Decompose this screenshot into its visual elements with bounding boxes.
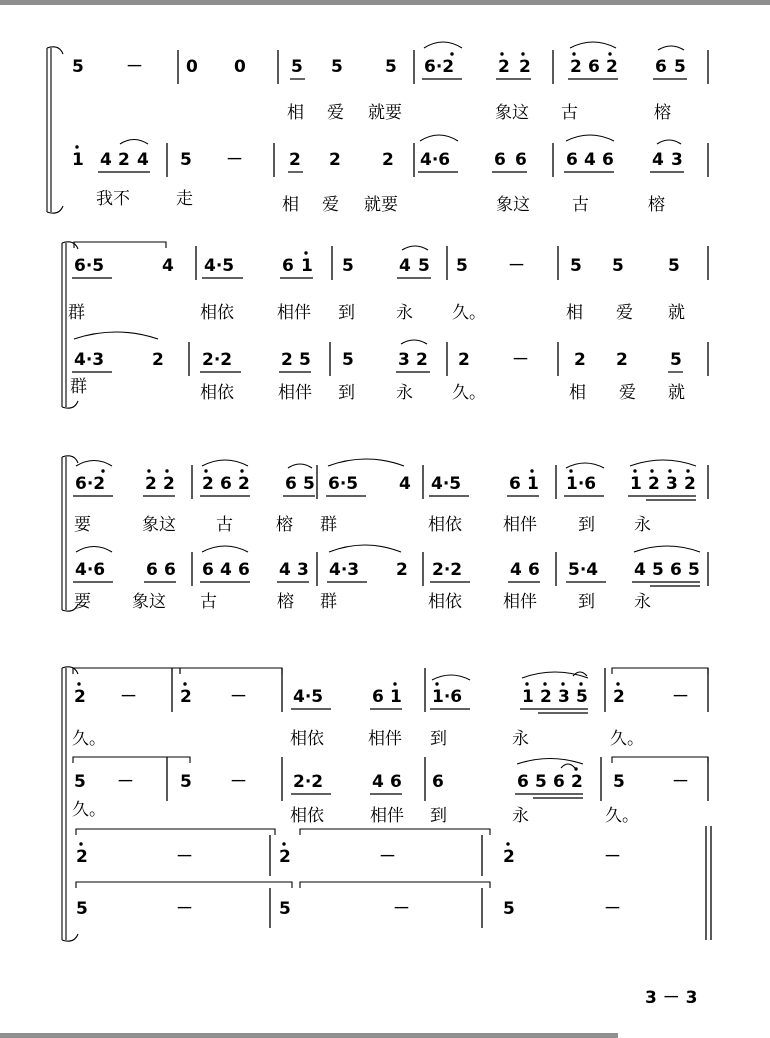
note: 5 (331, 57, 343, 77)
note: 6 (670, 560, 682, 580)
note: 5·4 (568, 560, 599, 580)
system-brace (62, 934, 78, 941)
note: － (230, 687, 247, 707)
note: 6·5 (328, 474, 359, 494)
slur (288, 464, 312, 468)
lyric: 到 (430, 729, 447, 749)
lyric: 永 (396, 303, 413, 323)
note: 6 (372, 687, 384, 707)
lyric: 到 (578, 515, 595, 535)
note: 6 (509, 474, 521, 494)
octave-dot (183, 682, 186, 685)
octave-dot (165, 469, 168, 472)
note: － (176, 899, 193, 919)
system-brace (62, 456, 78, 463)
tie-bracket (76, 882, 292, 888)
lyric: 榕 (654, 103, 671, 123)
lyric: 古 (572, 195, 589, 215)
note: 5 (688, 560, 700, 580)
note: 4·6 (420, 150, 451, 170)
note: 4 (584, 150, 596, 170)
note: 4·5 (431, 474, 462, 494)
slur (328, 459, 404, 466)
note: 4 (372, 772, 384, 792)
tie-bracket (612, 668, 708, 674)
note: 2 (571, 772, 583, 792)
note: － (379, 847, 396, 867)
note: 6 (553, 772, 565, 792)
note: 2 (570, 57, 582, 77)
slur (570, 42, 616, 48)
note: － (512, 350, 529, 370)
octave-dot (506, 842, 509, 845)
slur (402, 246, 428, 250)
note: 6 (588, 57, 600, 77)
lyric: 到 (578, 592, 595, 612)
lyric: 永 (634, 592, 651, 612)
note: 6 (602, 150, 614, 170)
octave-dot (530, 469, 533, 472)
note: 2 (76, 847, 88, 867)
lyric: 就 (668, 303, 685, 323)
note: 4 (220, 560, 232, 580)
lyric: 爱 (327, 103, 344, 123)
note: 3 (398, 350, 410, 370)
note: 2 (519, 57, 531, 77)
note: 5 (456, 256, 468, 276)
note: 2 (152, 350, 164, 370)
note: 4 (399, 256, 411, 276)
system-brace (62, 401, 78, 408)
note: － (126, 57, 143, 77)
lyric: 就要 (368, 103, 402, 123)
lyric: 相 (566, 303, 583, 323)
octave-dot (204, 469, 207, 472)
lyric: 相伴 (503, 515, 537, 535)
note: 6·2 (424, 57, 455, 77)
lyric: 永 (512, 806, 529, 826)
lyric: 相伴 (503, 592, 537, 612)
note: 5 (72, 57, 84, 77)
lyric: 相依 (200, 303, 234, 323)
note: － (120, 687, 137, 707)
note: 5 (670, 350, 682, 370)
lyric: 到 (338, 303, 355, 323)
note: 2 (281, 350, 293, 370)
octave-dot (75, 145, 78, 148)
note: 5 (303, 474, 315, 494)
octave-dot (304, 251, 307, 254)
note: 2·2 (432, 560, 463, 580)
lyric: 要 (74, 515, 91, 535)
note: 5 (385, 57, 397, 77)
note: 1 (390, 687, 402, 707)
note: 6 (432, 772, 444, 792)
note: 1·6 (566, 474, 597, 494)
note: 2 (684, 474, 696, 494)
note: 5 (503, 899, 515, 919)
octave-dot (561, 682, 564, 685)
lyric: 永 (396, 383, 413, 403)
octave-dot (543, 682, 546, 685)
note: － (226, 150, 243, 170)
note: 6 (528, 560, 540, 580)
octave-dot (521, 52, 524, 55)
note: － (672, 687, 689, 707)
lyric: 就 (668, 383, 685, 403)
tie-bracket (74, 242, 166, 248)
note: 6·2 (75, 474, 106, 494)
note: 3 (558, 687, 570, 707)
note: 3 (297, 560, 309, 580)
note: － (508, 256, 525, 276)
slur (329, 545, 401, 552)
note: 2 (498, 57, 510, 77)
note: 4 (510, 560, 522, 580)
note: 4·5 (204, 256, 235, 276)
tie-bracket (76, 829, 275, 835)
lyric: 群 (320, 515, 337, 535)
tie-bracket (612, 757, 708, 763)
lyric: 象这 (142, 515, 176, 535)
note: 2 (458, 350, 470, 370)
note: 2 (416, 350, 428, 370)
lyric: 相依 (428, 515, 462, 535)
lyric: 到 (430, 806, 447, 826)
octave-dot (686, 469, 689, 472)
note: 2 (279, 847, 291, 867)
lyric: 久。 (605, 806, 639, 826)
slur (74, 332, 158, 339)
lyric: 久。 (72, 729, 106, 749)
note: 6 (164, 560, 176, 580)
lyric: 爱 (616, 303, 633, 323)
note: 4 (399, 474, 411, 494)
note: 1·6 (432, 687, 463, 707)
octave-dot (633, 469, 636, 472)
slur (420, 135, 458, 141)
slur (522, 672, 588, 678)
note: 4 (652, 150, 664, 170)
lyric: 象这 (496, 195, 530, 215)
lyric: 古 (561, 103, 578, 123)
note: 6 (202, 560, 214, 580)
octave-dot (579, 682, 582, 685)
note: 4·3 (74, 350, 105, 370)
note: 2 (540, 687, 552, 707)
slur (401, 340, 427, 344)
note: － (176, 847, 193, 867)
note: 5 (674, 57, 686, 77)
lyric: 榕 (276, 515, 293, 535)
note: 5 (535, 772, 547, 792)
note: － (230, 772, 247, 792)
lyric: 爱 (619, 383, 636, 403)
note: 4 (162, 256, 174, 276)
note: 5 (342, 256, 354, 276)
octave-dot (79, 842, 82, 845)
tie-bracket (300, 882, 490, 888)
note: 5 (299, 350, 311, 370)
octave-dot (668, 469, 671, 472)
slur (658, 46, 684, 50)
lyric: 相 (282, 195, 299, 215)
note: 1 (301, 256, 313, 276)
fermata (561, 764, 575, 768)
system-brace (47, 206, 63, 213)
note: 6 (517, 772, 529, 792)
lyric: 久。 (452, 303, 486, 323)
lyric: 久。 (610, 729, 644, 749)
lyric: 永 (634, 515, 651, 535)
note: 2 (503, 847, 515, 867)
slur (630, 460, 696, 466)
note: 5 (74, 772, 86, 792)
slur (566, 135, 614, 141)
system-brace (47, 47, 63, 54)
note: 4 (100, 150, 112, 170)
lyric: 象这 (132, 592, 166, 612)
lyric: 相 (287, 103, 304, 123)
note: 5 (576, 687, 588, 707)
note: 6 (146, 560, 158, 580)
note: － (117, 772, 134, 792)
note: 5 (418, 256, 430, 276)
lyric: 久。 (452, 383, 486, 403)
note: 6 (220, 474, 232, 494)
note: 4·3 (329, 560, 360, 580)
lyric: 相依 (428, 592, 462, 612)
note: 2 (648, 474, 660, 494)
lyric: 相依 (290, 806, 324, 826)
slur (634, 546, 700, 552)
lyric: 古 (200, 592, 217, 612)
octave-dot (101, 469, 104, 472)
octave-dot (450, 52, 453, 55)
lyric: 象这 (495, 103, 529, 123)
note: 6 (655, 57, 667, 77)
lyric: 久。 (72, 800, 106, 820)
lyric: 相伴 (278, 383, 312, 403)
lyric: 相 (569, 383, 586, 403)
note: 5 (570, 256, 582, 276)
tie-bracket (73, 757, 190, 763)
octave-dot (77, 682, 80, 685)
note: 5 (342, 350, 354, 370)
lyric: 相依 (290, 729, 324, 749)
note: 2 (396, 560, 408, 580)
lyric: 我不 (96, 189, 130, 209)
note: 5 (180, 772, 192, 792)
lyric: 相依 (200, 383, 234, 403)
slur (120, 140, 148, 145)
note: 5 (180, 150, 192, 170)
note: 2 (238, 474, 250, 494)
octave-dot (282, 842, 285, 845)
lyric: 爱 (322, 195, 339, 215)
note: 6·5 (74, 256, 105, 276)
note: 4 (137, 150, 149, 170)
note: 2 (163, 474, 175, 494)
slur (517, 759, 583, 765)
note: 4 (634, 560, 646, 580)
note: 6 (238, 560, 250, 580)
lyric: 相伴 (277, 303, 311, 323)
note: 6 (390, 772, 402, 792)
note: 4·5 (293, 687, 324, 707)
note: 2 (329, 150, 341, 170)
note: 5 (652, 560, 664, 580)
note: 5 (668, 256, 680, 276)
note: 2 (613, 687, 625, 707)
lyric: 榕 (277, 592, 294, 612)
note: 0 (234, 57, 246, 77)
note: 2 (382, 150, 394, 170)
note: 0 (186, 57, 198, 77)
lyric: 群 (68, 303, 85, 323)
octave-dot (240, 469, 243, 472)
octave-dot (147, 469, 150, 472)
lyric: 就要 (364, 195, 398, 215)
note: 6 (285, 474, 297, 494)
lyric: 要 (74, 592, 91, 612)
system-brace (62, 242, 78, 249)
note: 2 (616, 350, 628, 370)
lyric: 相伴 (370, 806, 404, 826)
lyric: 走 (176, 189, 193, 209)
lyric: 相伴 (368, 729, 402, 749)
tie-bracket (73, 668, 180, 674)
note: 2 (574, 350, 586, 370)
slur (432, 675, 470, 680)
slur (202, 546, 248, 552)
octave-dot (569, 469, 572, 472)
note: 5 (76, 899, 88, 919)
note: － (604, 899, 621, 919)
slur (566, 463, 604, 468)
note: 2 (118, 150, 130, 170)
lyric: 永 (512, 729, 529, 749)
note: 5 (279, 899, 291, 919)
octave-dot (572, 52, 575, 55)
octave-dot (608, 52, 611, 55)
lyric: 群 (70, 377, 87, 397)
lyric: 到 (338, 383, 355, 403)
note: 2 (289, 150, 301, 170)
slur (202, 460, 248, 466)
note: 2 (74, 687, 86, 707)
octave-dot (500, 52, 503, 55)
lyric: 群 (320, 592, 337, 612)
note: 2 (145, 474, 157, 494)
note: 3 (671, 150, 683, 170)
note: 5 (613, 772, 625, 792)
note: 2 (180, 687, 192, 707)
octave-dot (650, 469, 653, 472)
slur (76, 461, 112, 467)
note: 1 (630, 474, 642, 494)
note: － (672, 772, 689, 792)
octave-dot (393, 682, 396, 685)
octave-dot (616, 682, 619, 685)
note: 5 (612, 256, 624, 276)
note: 2·2 (293, 772, 324, 792)
note: － (393, 899, 410, 919)
page-number (645, 983, 698, 1008)
note: 3 (666, 474, 678, 494)
lyric: 古 (216, 515, 233, 535)
note: 6 (566, 150, 578, 170)
slur (657, 140, 681, 144)
note: 6 (282, 256, 294, 276)
octave-dot (435, 682, 438, 685)
lyric: 榕 (648, 195, 665, 215)
tie-bracket (300, 829, 490, 835)
note: 2 (606, 57, 618, 77)
note: 5 (291, 57, 303, 77)
note: 6 (515, 150, 527, 170)
page-number-text: 3 － 3 (645, 988, 698, 1008)
note: 1 (527, 474, 539, 494)
note: 2 (202, 474, 214, 494)
note: 4·6 (75, 560, 106, 580)
note: 1 (72, 150, 84, 170)
note: 2·2 (202, 350, 233, 370)
note: 4 (279, 560, 291, 580)
slur (76, 547, 112, 553)
slur (424, 42, 462, 48)
note: 6 (494, 150, 506, 170)
octave-dot (525, 682, 528, 685)
note: － (604, 847, 621, 867)
note: 1 (522, 687, 534, 707)
tie-bracket (180, 668, 282, 674)
